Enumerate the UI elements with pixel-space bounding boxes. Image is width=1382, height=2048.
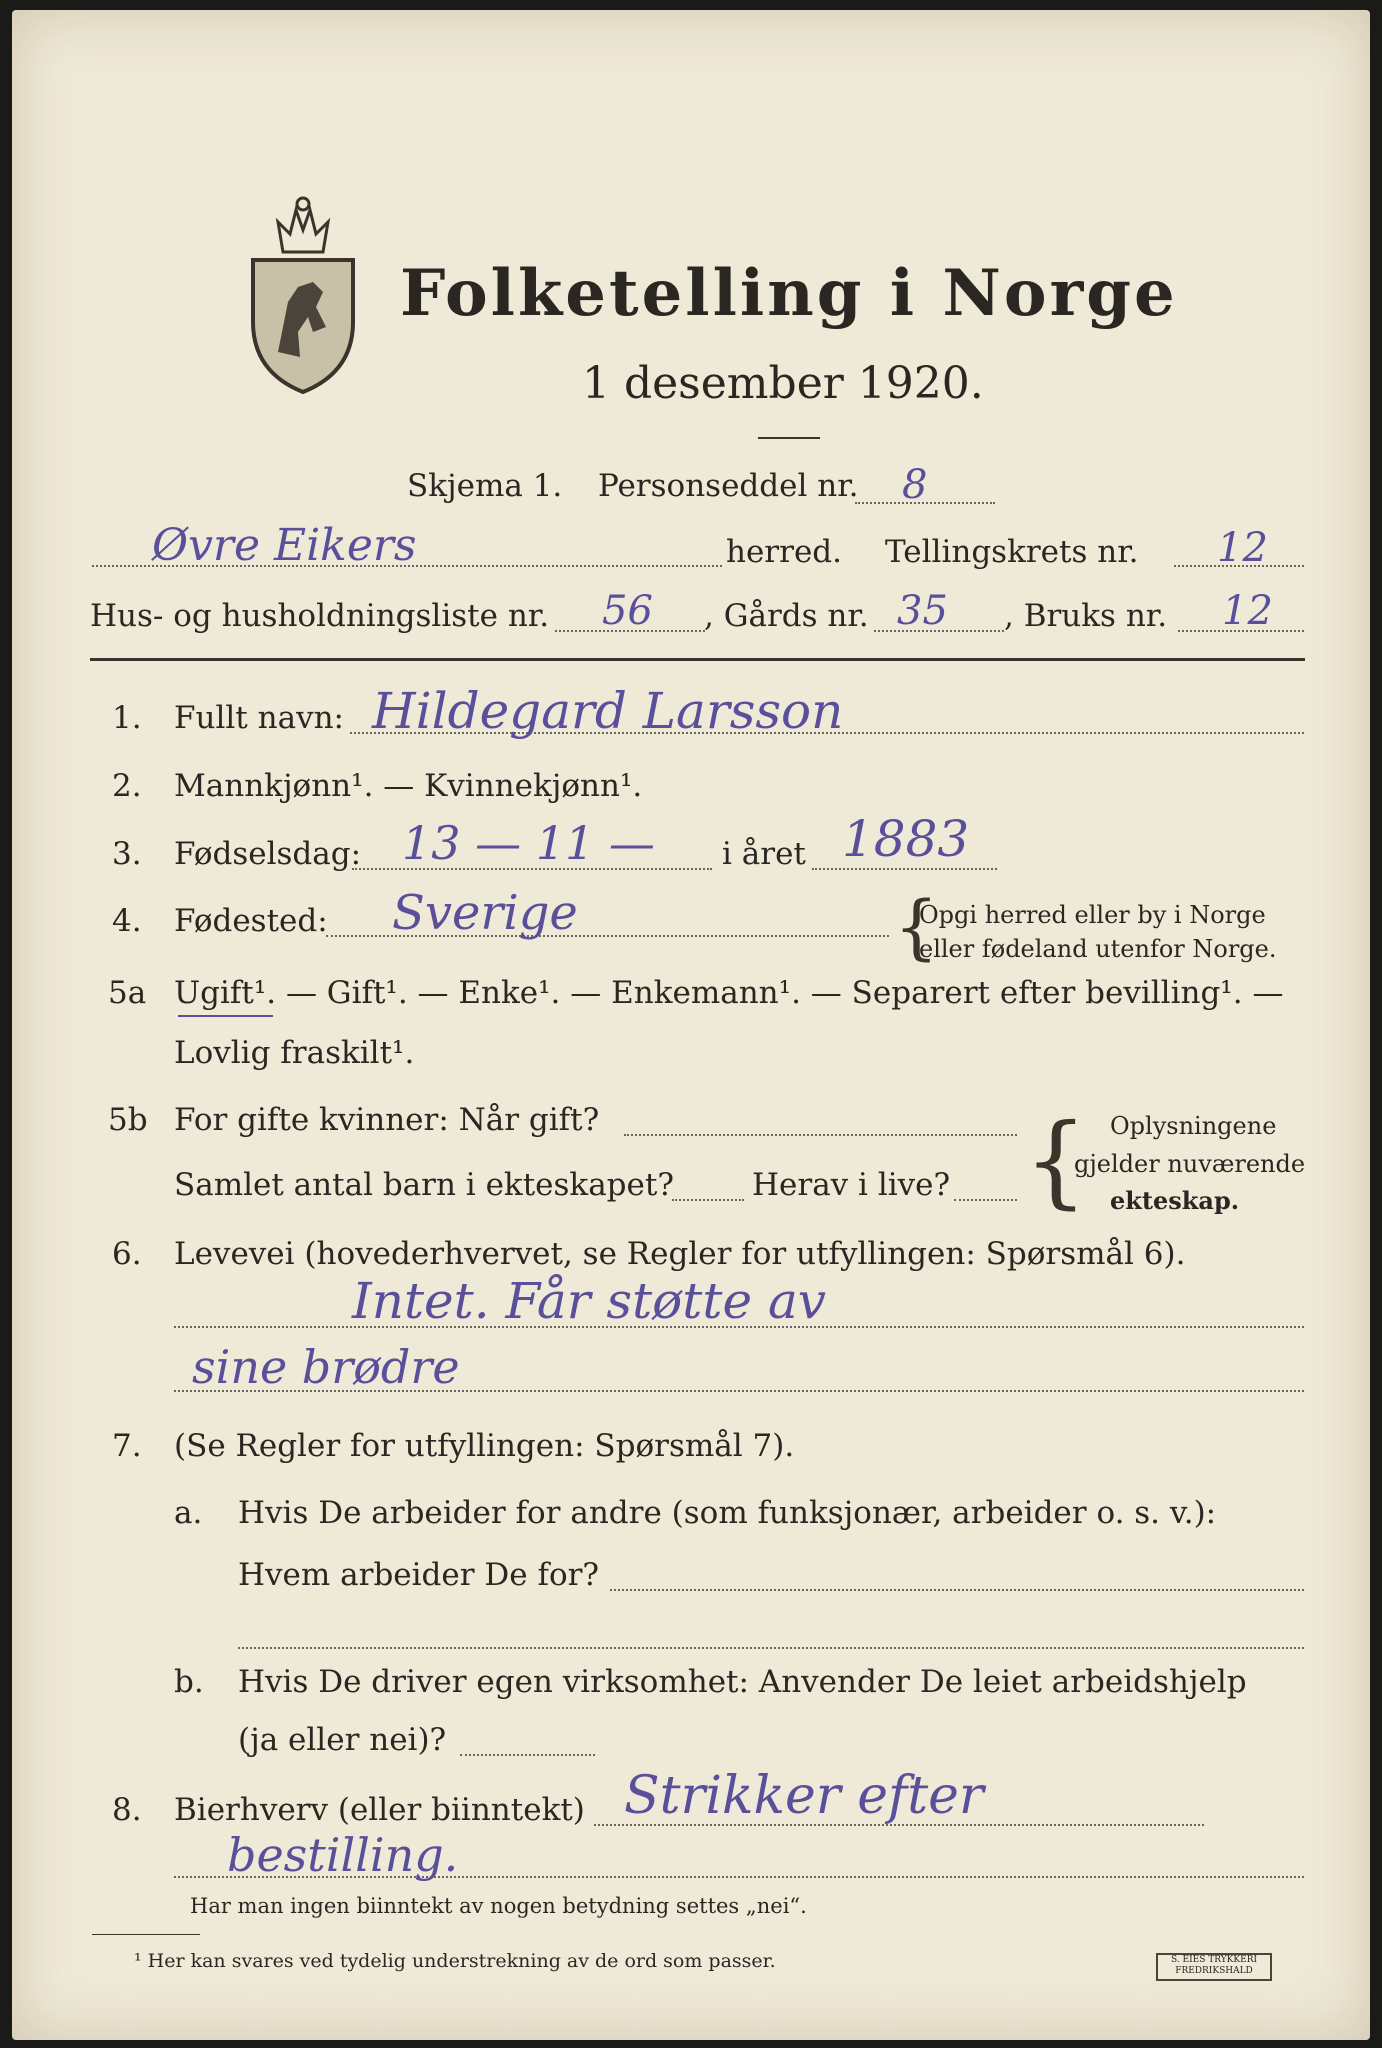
q8-side-income-line1[interactable]: Strikker efter [624, 1766, 984, 1826]
q1-full-name[interactable]: Hildegard Larsson [372, 682, 844, 740]
herred-label: herred. [726, 534, 842, 570]
header-rule [90, 658, 1305, 661]
q5a-marital-options[interactable]: Ugift¹. — Gift¹. — Enke¹. — Enkemann¹. — Separert efter bevilling¹. — [174, 975, 1284, 1011]
q7b-line2: (ja eller nei)? [238, 1722, 447, 1758]
q5b-alive-label: Herav i live? [752, 1167, 951, 1203]
q6-occupation-line1[interactable]: Intet. Får støtte av [352, 1272, 826, 1330]
bruks-label: , Bruks nr. [1004, 598, 1168, 634]
q7b-answer-line [460, 1754, 595, 1756]
footnote: ¹ Her kan svares ved tydelig understrekning av de ord som passer. [134, 1950, 776, 1972]
q5b-children-label: Samlet antal barn i ekteskapet? [174, 1167, 674, 1203]
gards-value[interactable]: 35 [897, 588, 948, 634]
q5b-brace: { [1024, 1102, 1088, 1219]
q1-label: Fullt navn: [174, 700, 344, 736]
form-date: 1 desember 1920. [582, 358, 984, 409]
coat-of-arms-icon [238, 182, 368, 402]
gards-label: , Gårds nr. [704, 598, 869, 634]
q2-gender-options[interactable]: Mannkjønn¹. — Kvinnekjønn¹. [174, 768, 643, 804]
q7a-answer-line1 [610, 1589, 1304, 1591]
divider [758, 437, 820, 439]
q6-occupation-line2[interactable]: sine brødre [192, 1340, 460, 1394]
q5b-note-line2: gjelder nuværende [1074, 1150, 1306, 1178]
footnote-rule [92, 1934, 200, 1935]
q7b-number: b. [174, 1664, 204, 1700]
q6-number: 6. [112, 1236, 142, 1272]
q4-note-line1: Opgi herred eller by i Norge [919, 901, 1266, 929]
q5a-line2[interactable]: Lovlig fraskilt¹. [174, 1035, 415, 1071]
q7a-line1: Hvis De arbeider for andre (som funksjonær, arbeider o. s. v.): [238, 1495, 1217, 1531]
q7-label: (Se Regler for utfyllingen: Spørsmål 7). [174, 1428, 795, 1464]
q5b-married-line [624, 1134, 1017, 1136]
q3-year-line [812, 868, 997, 870]
q8-label: Bierhverv (eller biinntekt) [174, 1792, 585, 1828]
q5b-note-line1: Oplysningene [1110, 1112, 1277, 1140]
personseddel-value[interactable]: 8 [902, 462, 928, 508]
q8-number: 8. [112, 1792, 142, 1828]
q5b-married-label: For gifte kvinner: Når gift? [174, 1102, 600, 1138]
q3-number: 3. [112, 836, 142, 872]
census-form [12, 10, 1370, 2040]
form-title: Folketelling i Norge [400, 256, 1178, 331]
q4-brace: { [894, 886, 939, 968]
q4-note-line2: eller fødeland utenfor Norge. [919, 935, 1277, 963]
q3-year-label: i året [722, 836, 806, 872]
q8-note: Har man ingen biinntekt av nogen betydning settes „nei“. [190, 1894, 807, 1918]
tellingskrets-value[interactable]: 12 [1217, 525, 1268, 571]
q5a-ugift-underline [178, 1015, 273, 1017]
q8-side-income-line2[interactable]: bestilling. [227, 1828, 459, 1882]
personseddel-label: Personseddel nr. [598, 468, 859, 504]
q4-label: Fødested: [174, 903, 328, 939]
tellingskrets-label: Tellingskrets nr. [885, 534, 1139, 570]
hus-value[interactable]: 56 [602, 588, 653, 634]
q7-number: 7. [112, 1428, 142, 1464]
q3-year[interactable]: 1883 [842, 810, 970, 868]
q5b-children-line [672, 1199, 744, 1201]
q3-label: Fødselsdag: [174, 836, 362, 872]
bruks-value[interactable]: 12 [1222, 588, 1273, 634]
q3-birthday[interactable]: 13 — 11 — [402, 816, 655, 870]
printer-stamp: S. EIES TRYKKERI FREDRIKSHALD [1156, 1953, 1272, 1981]
q5b-note-line3: ekteskap. [1110, 1186, 1240, 1215]
q5b-number: 5b [108, 1102, 148, 1138]
schema-label: Skjema 1. [407, 468, 563, 504]
q5b-alive-line [954, 1199, 1017, 1201]
q4-number: 4. [112, 903, 142, 939]
q7a-line2: Hvem arbeider De for? [238, 1557, 600, 1593]
q6-label: Levevei (hovederhvervet, se Regler for utfyllingen: Spørsmål 6). [174, 1236, 1186, 1272]
q7b-line1: Hvis De driver egen virksomhet: Anvender De leiet arbeidshjelp [238, 1664, 1247, 1700]
q1-number: 1. [112, 700, 142, 736]
q7a-answer-line2 [238, 1647, 1304, 1649]
q7a-number: a. [174, 1495, 203, 1531]
q5a-number: 5a [108, 975, 147, 1011]
q4-birthplace[interactable]: Sverige [392, 885, 578, 941]
hus-label: Hus- og husholdningsliste nr. [90, 598, 550, 634]
herred-value[interactable]: Øvre Eikers [152, 520, 417, 571]
q2-number: 2. [112, 768, 142, 804]
